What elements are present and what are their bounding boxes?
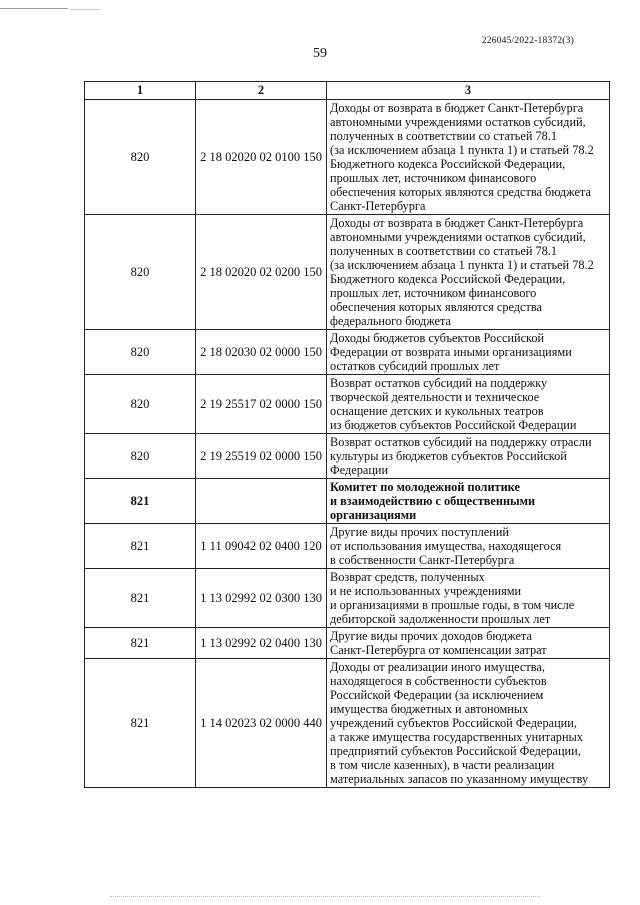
- description-line: автономными учреждениями остатков субсидий,: [330, 115, 586, 129]
- description-line: культуры из бюджетов субъектов Российской: [330, 449, 567, 463]
- table-row: [85, 569, 610, 628]
- description-line: прошлых лет, источником финансового: [330, 286, 537, 300]
- description-line: Возврат остатков субсидий на поддержку отрасли: [330, 435, 592, 449]
- description-line: полученных в соответствии со статьей 78.1: [330, 129, 557, 143]
- description-line: Доходы бюджетов субъектов Российской: [330, 331, 545, 345]
- description-line: Другие виды прочих доходов бюджета: [330, 629, 532, 643]
- description-cell: [327, 524, 610, 569]
- admin-code-cell: 821: [85, 628, 196, 659]
- admin-code-cell: 820: [85, 100, 196, 215]
- description-line: Возврат остатков субсидий на поддержку: [330, 376, 548, 390]
- admin-code-cell: 821: [85, 569, 196, 628]
- budget-classification-code-cell: 2 18 02020 02 0200 150: [196, 215, 327, 330]
- description-line: а также имущества государственных унитарных: [330, 730, 583, 744]
- description-cell: [327, 375, 610, 434]
- description-cell: [327, 479, 610, 524]
- table-row: [85, 100, 610, 215]
- top-rule: [0, 8, 68, 9]
- description-line: Бюджетного кодекса Российской Федерации,: [330, 157, 566, 171]
- admin-code-cell: 820: [85, 215, 196, 330]
- description-line: Санкт-Петербурга от компенсации затрат: [330, 643, 547, 657]
- admin-code-cell: 821: [85, 479, 196, 524]
- table-row: [85, 659, 610, 788]
- description-line: и взаимодействию с общественными: [330, 494, 536, 508]
- top-rule-fragment: [70, 9, 100, 10]
- description-cell: [327, 628, 610, 659]
- table-row: [85, 434, 610, 479]
- description-line: материальных запасов по указанному имуществу: [330, 772, 589, 786]
- description-cell: [327, 330, 610, 375]
- table-row: [85, 628, 610, 659]
- budget-classification-code-cell: 1 11 09042 02 0400 120: [196, 524, 327, 569]
- column-header-3: 3: [327, 82, 610, 100]
- description-line: Санкт-Петербурга: [330, 199, 426, 213]
- page-number: 59: [313, 46, 327, 61]
- table-row: [85, 479, 610, 524]
- description-line: Федерации от возврата иными организациями: [330, 345, 572, 359]
- budget-classification-code-cell: 2 18 02030 02 0000 150: [196, 330, 327, 375]
- description-line: и не использованных учреждениями: [330, 584, 522, 598]
- admin-code-cell: 820: [85, 330, 196, 375]
- description-line: от использования имущества, находящегося: [330, 539, 562, 553]
- table-row: [85, 524, 610, 569]
- description-line: (за исключением абзаца 1 пункта 1) и статьей 78.2: [330, 258, 594, 272]
- description-line: в том числе казенных), в части реализации: [330, 758, 555, 772]
- scan-artifact-line: [110, 896, 540, 897]
- column-header-1: 1: [85, 82, 196, 100]
- budget-classification-code-cell: 2 18 02020 02 0100 150: [196, 100, 327, 215]
- description-line: (за исключением абзаца 1 пункта 1) и статьей 78.2: [330, 143, 594, 157]
- admin-code-cell: 820: [85, 375, 196, 434]
- description-cell: [327, 434, 610, 479]
- description-line: Комитет по молодежной политике: [330, 480, 520, 494]
- description-line: предприятий субъектов Российской Федерации,: [330, 744, 581, 758]
- description-line: находящегося в собственности субъектов: [330, 674, 547, 688]
- admin-code-cell: 821: [85, 524, 196, 569]
- description-line: Доходы от возврата в бюджет Санкт-Петербурга: [330, 101, 584, 115]
- description-line: из бюджетов субъектов Российской Федерации: [330, 418, 577, 432]
- description-line: прошлых лет, источником финансового: [330, 171, 537, 185]
- description-line: федерального бюджета: [330, 314, 451, 328]
- description-cell: [327, 659, 610, 788]
- description-line: и организациями в прошлые годы, в том числе: [330, 598, 575, 612]
- column-header-2: 2: [196, 82, 327, 100]
- description-line: Доходы от реализации иного имущества,: [330, 660, 545, 674]
- description-cell: [327, 100, 610, 215]
- table-row: [85, 215, 610, 330]
- description-line: оснащение детских и кукольных театров: [330, 404, 544, 418]
- description-line: Бюджетного кодекса Российской Федерации,: [330, 272, 566, 286]
- description-line: остатков субсидий прошлых лет: [330, 359, 500, 373]
- document-number: 226045/2022-18372(3): [481, 36, 574, 46]
- description-line: организациями: [330, 508, 417, 522]
- admin-code-cell: 820: [85, 434, 196, 479]
- budget-classification-code-cell: [196, 479, 327, 524]
- description-cell: [327, 215, 610, 330]
- description-cell: [327, 569, 610, 628]
- budget-classification-code-cell: 2 19 25517 02 0000 150: [196, 375, 327, 434]
- budget-classification-code-cell: 2 19 25519 02 0000 150: [196, 434, 327, 479]
- table-header-row: [85, 82, 610, 100]
- description-line: обеспечения которых являются средства: [330, 300, 542, 314]
- budget-classification-code-cell: 1 13 02992 02 0400 130: [196, 628, 327, 659]
- budget-codes-table: [84, 81, 610, 788]
- description-line: Доходы от возврата в бюджет Санкт-Петербурга: [330, 216, 584, 230]
- description-line: учреждений субъектов Российской Федерации,: [330, 716, 577, 730]
- table-row: [85, 375, 610, 434]
- budget-classification-code-cell: 1 14 02023 02 0000 440: [196, 659, 327, 788]
- budget-classification-code-cell: 1 13 02992 02 0300 130: [196, 569, 327, 628]
- admin-code-cell: 821: [85, 659, 196, 788]
- description-line: обеспечения которых являются средства бюджета: [330, 185, 591, 199]
- description-line: Федерации: [330, 463, 389, 477]
- description-line: Российской Федерации (за исключением: [330, 688, 544, 702]
- description-line: автономными учреждениями остатков субсидий,: [330, 230, 586, 244]
- description-line: имущества бюджетных и автономных: [330, 702, 529, 716]
- description-line: полученных в соответствии со статьей 78.1: [330, 244, 557, 258]
- description-line: творческой деятельности и техническое: [330, 390, 540, 404]
- description-line: дебиторской задолженности прошлых лет: [330, 612, 551, 626]
- description-line: в собственности Санкт-Петербурга: [330, 553, 515, 567]
- description-line: Возврат средств, полученных: [330, 570, 485, 584]
- table-row: [85, 330, 610, 375]
- description-line: Другие виды прочих поступлений: [330, 525, 509, 539]
